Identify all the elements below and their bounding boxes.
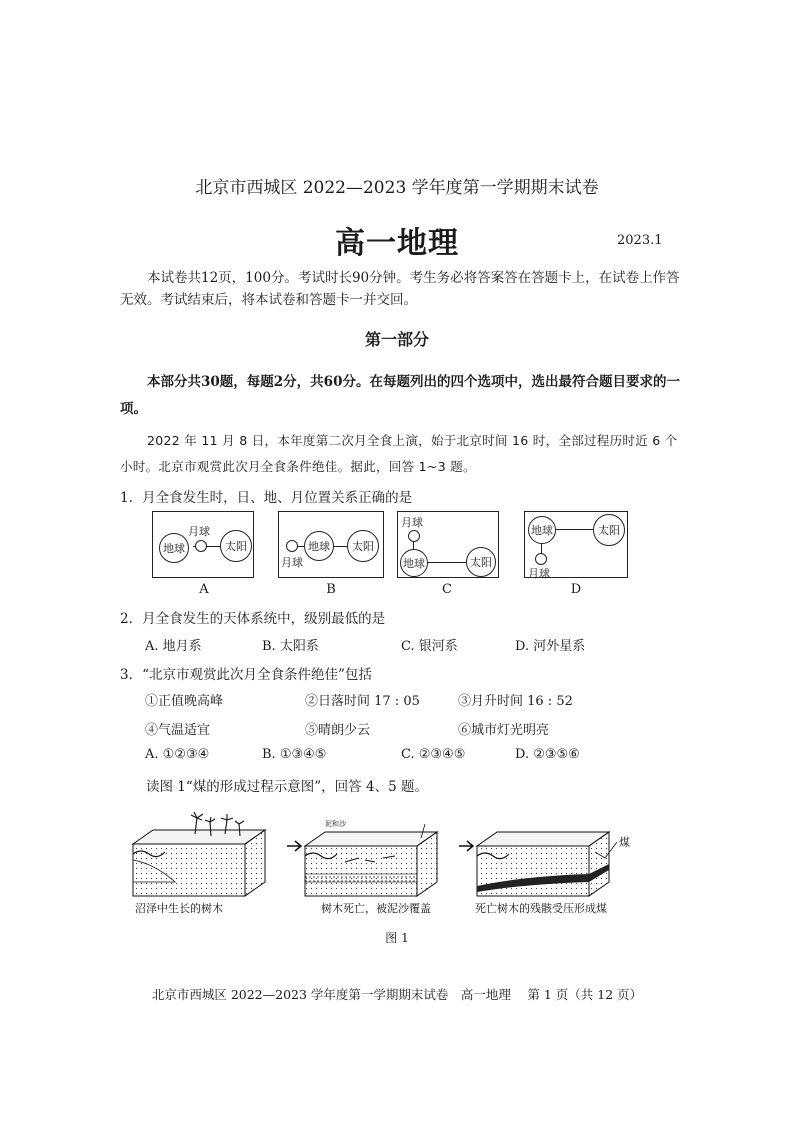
diagram-a-moon-circle	[195, 540, 207, 552]
block-swamp	[133, 830, 265, 896]
q2-option-b: B. 太阳系	[262, 639, 319, 654]
exam-date: 2023.1	[617, 233, 663, 248]
block-coal	[477, 832, 617, 896]
q3-item-3: ③月升时间 16 : 52	[458, 694, 573, 709]
arrow-2	[459, 841, 473, 851]
q3-item-1: ①正值晚高峰	[145, 694, 224, 709]
question-context: 2022 年 11 月 8 日，本年度第二次月全食上演，始于北京时间 16 时，全部过程历时近 6 个小时。北京市观赏此次月全食条件绝佳。据此，回答 1~3 题。	[120, 433, 678, 474]
exam-header: 北京市西城区 2022—2023 学年度第一学期期末试卷	[195, 178, 599, 198]
figure-caption: 图 1	[385, 931, 409, 945]
diagram-a-letter: A	[199, 582, 209, 597]
caption-coal: 死亡树木的残骸受压形成煤	[475, 902, 607, 915]
q3-item-6: ⑥城市灯光明亮	[458, 723, 550, 738]
coal-label: 煤	[619, 836, 630, 849]
q3-item-4: ④气温适宜	[145, 723, 211, 738]
q2-option-c: C. 银河系	[401, 639, 458, 654]
diagram-d	[524, 511, 628, 578]
diagram-c-line	[428, 562, 466, 563]
q3-item-2: ②日落时间 17 : 05	[305, 694, 420, 709]
q3-option-d: D. ②③⑤⑥	[515, 747, 580, 762]
coal-formation-figure	[125, 812, 645, 917]
q3-option-b: B. ①③④⑤	[262, 747, 327, 762]
diagram-c-moon-label: 月球	[401, 516, 423, 529]
q3-option-a: A. ①②③④	[145, 747, 210, 762]
q2-option-a: A. 地月系	[145, 639, 202, 654]
caption-buried: 树木死亡，被泥沙覆盖	[321, 902, 431, 915]
diagram-a-earth: 地球	[159, 533, 189, 563]
diagram-c-sun: 太阳	[466, 547, 496, 577]
block-buried	[305, 824, 437, 896]
diagram-d-moon-circle	[535, 553, 547, 565]
diagram-d-sun: 太阳	[593, 514, 625, 546]
diagram-c-earth: 地球	[400, 549, 428, 577]
q3-item-5: ⑤晴朗少云	[305, 723, 371, 738]
diagram-c-moon-circle	[408, 530, 420, 542]
page-title: 高一地理	[335, 226, 459, 261]
q3-option-c: C. ②③④⑤	[401, 747, 466, 762]
diagram-d-letter: D	[570, 582, 582, 597]
question-2: 2．月全食发生的天体系统中，级别最低的是	[120, 611, 386, 627]
question-3: 3．“北京市观赏此次月全食条件绝佳”包括	[120, 667, 372, 683]
diagram-b-letter: B	[326, 582, 336, 597]
question-1: 1．月全食发生时，日、地、月位置关系正确的是	[120, 490, 413, 506]
diagram-d-moon-label: 月球	[528, 567, 550, 580]
diagram-b-earth: 地球	[304, 531, 334, 561]
mud-sand-label: 泥和沙	[325, 820, 346, 828]
diagram-b	[278, 511, 384, 578]
page-footer: 北京市西城区 2022—2023 学年度第一学期期末试卷 高一地理 第 1 页（共 12 页）	[151, 987, 643, 1002]
diagram-a-sun: 太阳	[220, 530, 252, 562]
diagram-b-moon-circle	[286, 540, 298, 552]
intro-paragraph: 本试卷共12页，100分。考试时长90分钟。考生务必将答案答在答题卡上，在试卷上作答无效。考试结束后，将本试卷和答题卡一并交回。	[120, 270, 680, 308]
q2-option-d: D. 河外星系	[515, 639, 586, 654]
diagram-a	[152, 511, 254, 578]
arrow-1	[287, 841, 301, 851]
diagram-b-sun: 太阳	[347, 530, 379, 562]
figure-1-lead: 读图 1“煤的形成过程示意图”，回答 4、5 题。	[146, 779, 428, 795]
diagram-b-moon-label: 月球	[281, 556, 303, 569]
diagram-a-moon-label: 月球	[188, 525, 210, 538]
diagram-d-earth: 地球	[528, 516, 556, 544]
section-instruction: 本部分共30题，每题2分，共60分。在每题列出的四个选项中，选出最符合题目要求的一项。	[120, 374, 680, 417]
section-title: 第一部分	[364, 330, 429, 349]
caption-swamp: 沼泽中生长的树木	[135, 902, 223, 915]
diagram-d-line	[555, 529, 595, 530]
diagram-c-letter: C	[442, 582, 452, 597]
diagram-c	[397, 511, 499, 578]
